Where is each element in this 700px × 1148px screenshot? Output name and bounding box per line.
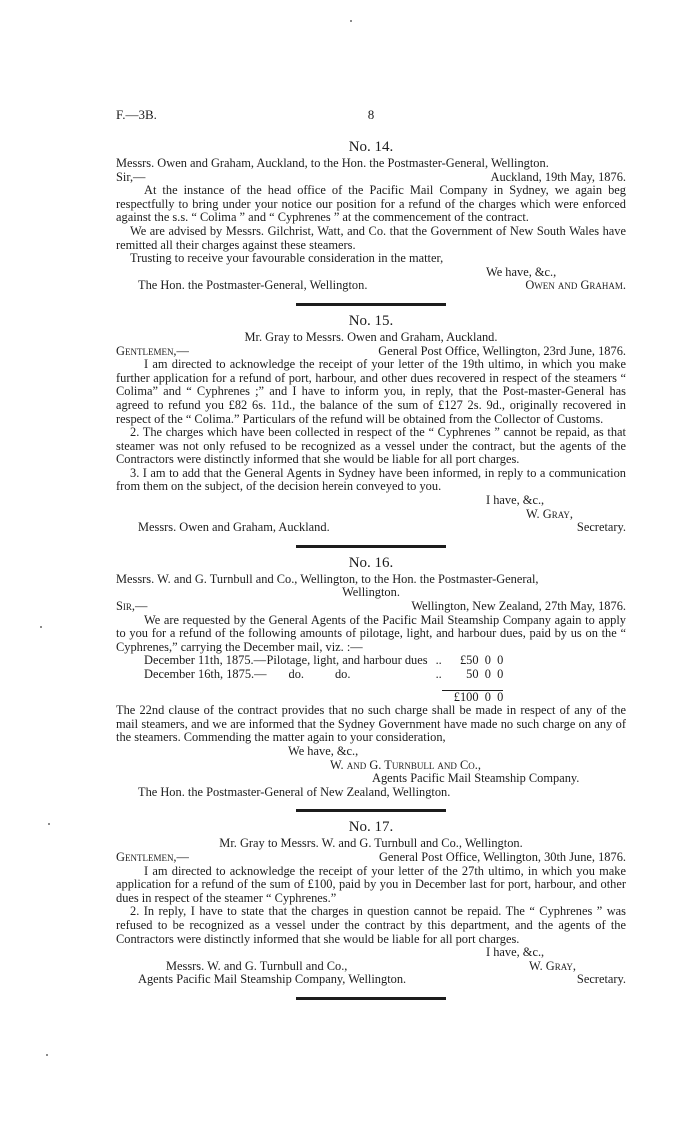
row-description: do. do. [288,667,351,681]
signature: Owen and Graham. [525,278,626,293]
section-divider [296,545,446,548]
paragraph: 2. The charges which have been collected in respect of the “ Cyphrenes ” cannot be repaid, as that steamer was not only refused to be recognized as a vessel under the contract, but the agents of the Contractors were distinctly informed that she would be liable for all port charges. [116,425,626,467]
section-divider [296,809,446,812]
signatory-title: Secretary. [576,972,626,987]
letter-17 [116,818,626,987]
paragraph: At the instance of the head office of the Pacific Mail Company in Sydney, we again beg respectfully to bring under your notice our position for a refund of the charges which were enforced against the s.s. “ Colima ” and “ Cyphrenes ” at the commencement of the contract. [116,183,626,225]
document-page [116,108,626,1006]
place-date: General Post Office, Wellington, 30th June, 1876. [378,849,626,864]
letter-number: No. 16. [348,554,394,571]
salutation-line [116,171,626,185]
place-date: General Post Office, Wellington, 23rd June, 1876. [378,343,626,358]
paper-reference: F.—3B. [116,107,157,122]
place-date: Auckland, 19th May, 1876. [490,169,626,184]
letter-heading: Mr. Gray to Messrs. W. and G. Turnbull and Co., Wellington. [219,836,523,851]
salutation: Gentlemen,— [116,849,189,864]
signature: W. and G. Turnbull and Co., [330,757,481,772]
row-date: December 16th, 1875.— [144,667,267,681]
paragraph: I am directed to acknowledge the receipt of your letter of the 19th ultimo, in which you make further application for a refund of port, harbour, and other dues recovered in respect of the steamers “ Colima” and “ Cyphrenes ;” and I have to inform you, in reply, that the Post-master-General has agreed to refund you £82 6s. 11d., the balance of the sum of £127 2s. 9d., originally recovered in respect of the “ Colima.” Particulars of the refund will be obtained from the Collector of Customs. [116,357,626,426]
complimentary-close: I have, &c., [486,945,545,960]
addressee-title-line [116,973,626,987]
page-header [116,108,626,124]
signatory-title: Secretary. [576,520,626,535]
speck-mark [350,20,352,22]
addressee: Messrs. W. and G. Turnbull and Co., [166,958,348,973]
salutation: Sir,— [116,169,146,184]
letter-heading: Mr. Gray to Messrs. Owen and Graham, Auckland. [244,329,498,344]
dues-table [144,654,503,704]
paragraph: The 22nd clause of the contract provides that no such charge shall be made in respect of any of the mail steamers, and we are informed that the Sydney Government have made no such charge on any of the steamers. Commending the matter again to your consideration, [116,703,626,745]
letter-number: No. 15. [348,312,394,329]
paragraph: I am directed to acknowledge the receipt of your letter of the 27th ultimo, in which you make application for a refund of the sum of £100, paid by you in December last for port, harbour, and other dues in respect of the steamer “ Cyphrenes.” [116,863,626,905]
addressee: The Hon. the Postmaster-General of New Zealand, Wellington. [138,784,451,799]
complimentary-close: I have, &c., [486,493,545,508]
signatory-title: Agents Pacific Mail Steamship Company. [372,771,580,786]
paragraph: We are requested by the General Agents of the Pacific Mail Steamship Company again to apply to you for a refund of the following amounts of pilotage, light, and harbour dues, paid by us on the “ Cyphrenes,” carrying the December mail, viz. :— [116,612,626,654]
row-leader: .. [435,667,442,681]
table-row [144,668,503,682]
letter-heading: Messrs. Owen and Graham, Auckland, to the Hon. the Postmaster-General, Wellington. [116,156,549,170]
letter-16 [116,554,626,800]
complimentary-close: We have, &c., [486,264,557,279]
row-description: Pilotage, light, and harbour dues [266,653,428,668]
speck-mark [40,626,42,628]
table-row [144,654,503,668]
row-leader: .. [435,653,442,668]
letter-15 [116,312,626,535]
section-divider [296,997,446,1000]
letter-heading: Messrs. W. and G. Turnbull and Co., Wellington, to the Hon. the Postmaster-General, [116,571,539,586]
section-divider [296,303,446,306]
paragraph: Trusting to receive your favourable consideration in the matter, [130,251,444,266]
paragraph: 2. In reply, I have to state that the charges in question cannot be repaid. The “ Cyphrenes ” was refused to be recognized as a vessel under the contract by this department, and the agents of the Contractors were distinctly informed that she would be liable for all port charges. [116,904,626,946]
salutation: Gentlemen,— [116,343,189,358]
addressee-cont: Agents Pacific Mail Steamship Company, Wellington. [138,972,407,987]
salutation-line [116,345,626,359]
signature: W. Gray, [529,958,576,973]
letter-14 [116,138,626,293]
total-amount: £100 0 0 [442,690,504,705]
salutation-line [116,600,626,614]
row-date: December 11th, 1875.— [144,653,267,668]
salutation-line [116,851,626,865]
addressee-title-line [116,521,626,535]
addressee-signature-line [116,279,626,293]
paragraph: We are advised by Messrs. Gilchrist, Watt, and Co. that the Government of New South Wales have remitted all their charges against these steamers. [116,223,626,252]
paragraph: 3. I am to add that the General Agents in Sydney have been informed, in reply to a communication from them on the subject, of the decision herein conveyed to you. [116,465,626,494]
letter-heading-cont: Wellington. [342,585,400,600]
speck-mark [46,1054,48,1056]
page-number: 8 [367,107,375,122]
signature: W. Gray, [526,506,573,521]
row-amount: 50 0 0 [466,667,504,681]
speck-mark [48,823,50,825]
salutation: Sir,— [116,599,148,614]
addressee: The Hon. the Postmaster-General, Wellington. [138,278,368,293]
addressee-signature-line [116,960,626,974]
letter-number: No. 17. [348,819,394,836]
row-amount: £50 0 0 [459,653,504,668]
letter-number: No. 14. [348,139,394,155]
complimentary-close: We have, &c., [288,743,359,758]
addressee: Messrs. Owen and Graham, Auckland. [138,520,330,535]
total-row [144,690,503,705]
place-date: Wellington, New Zealand, 27th May, 1876. [411,599,626,614]
